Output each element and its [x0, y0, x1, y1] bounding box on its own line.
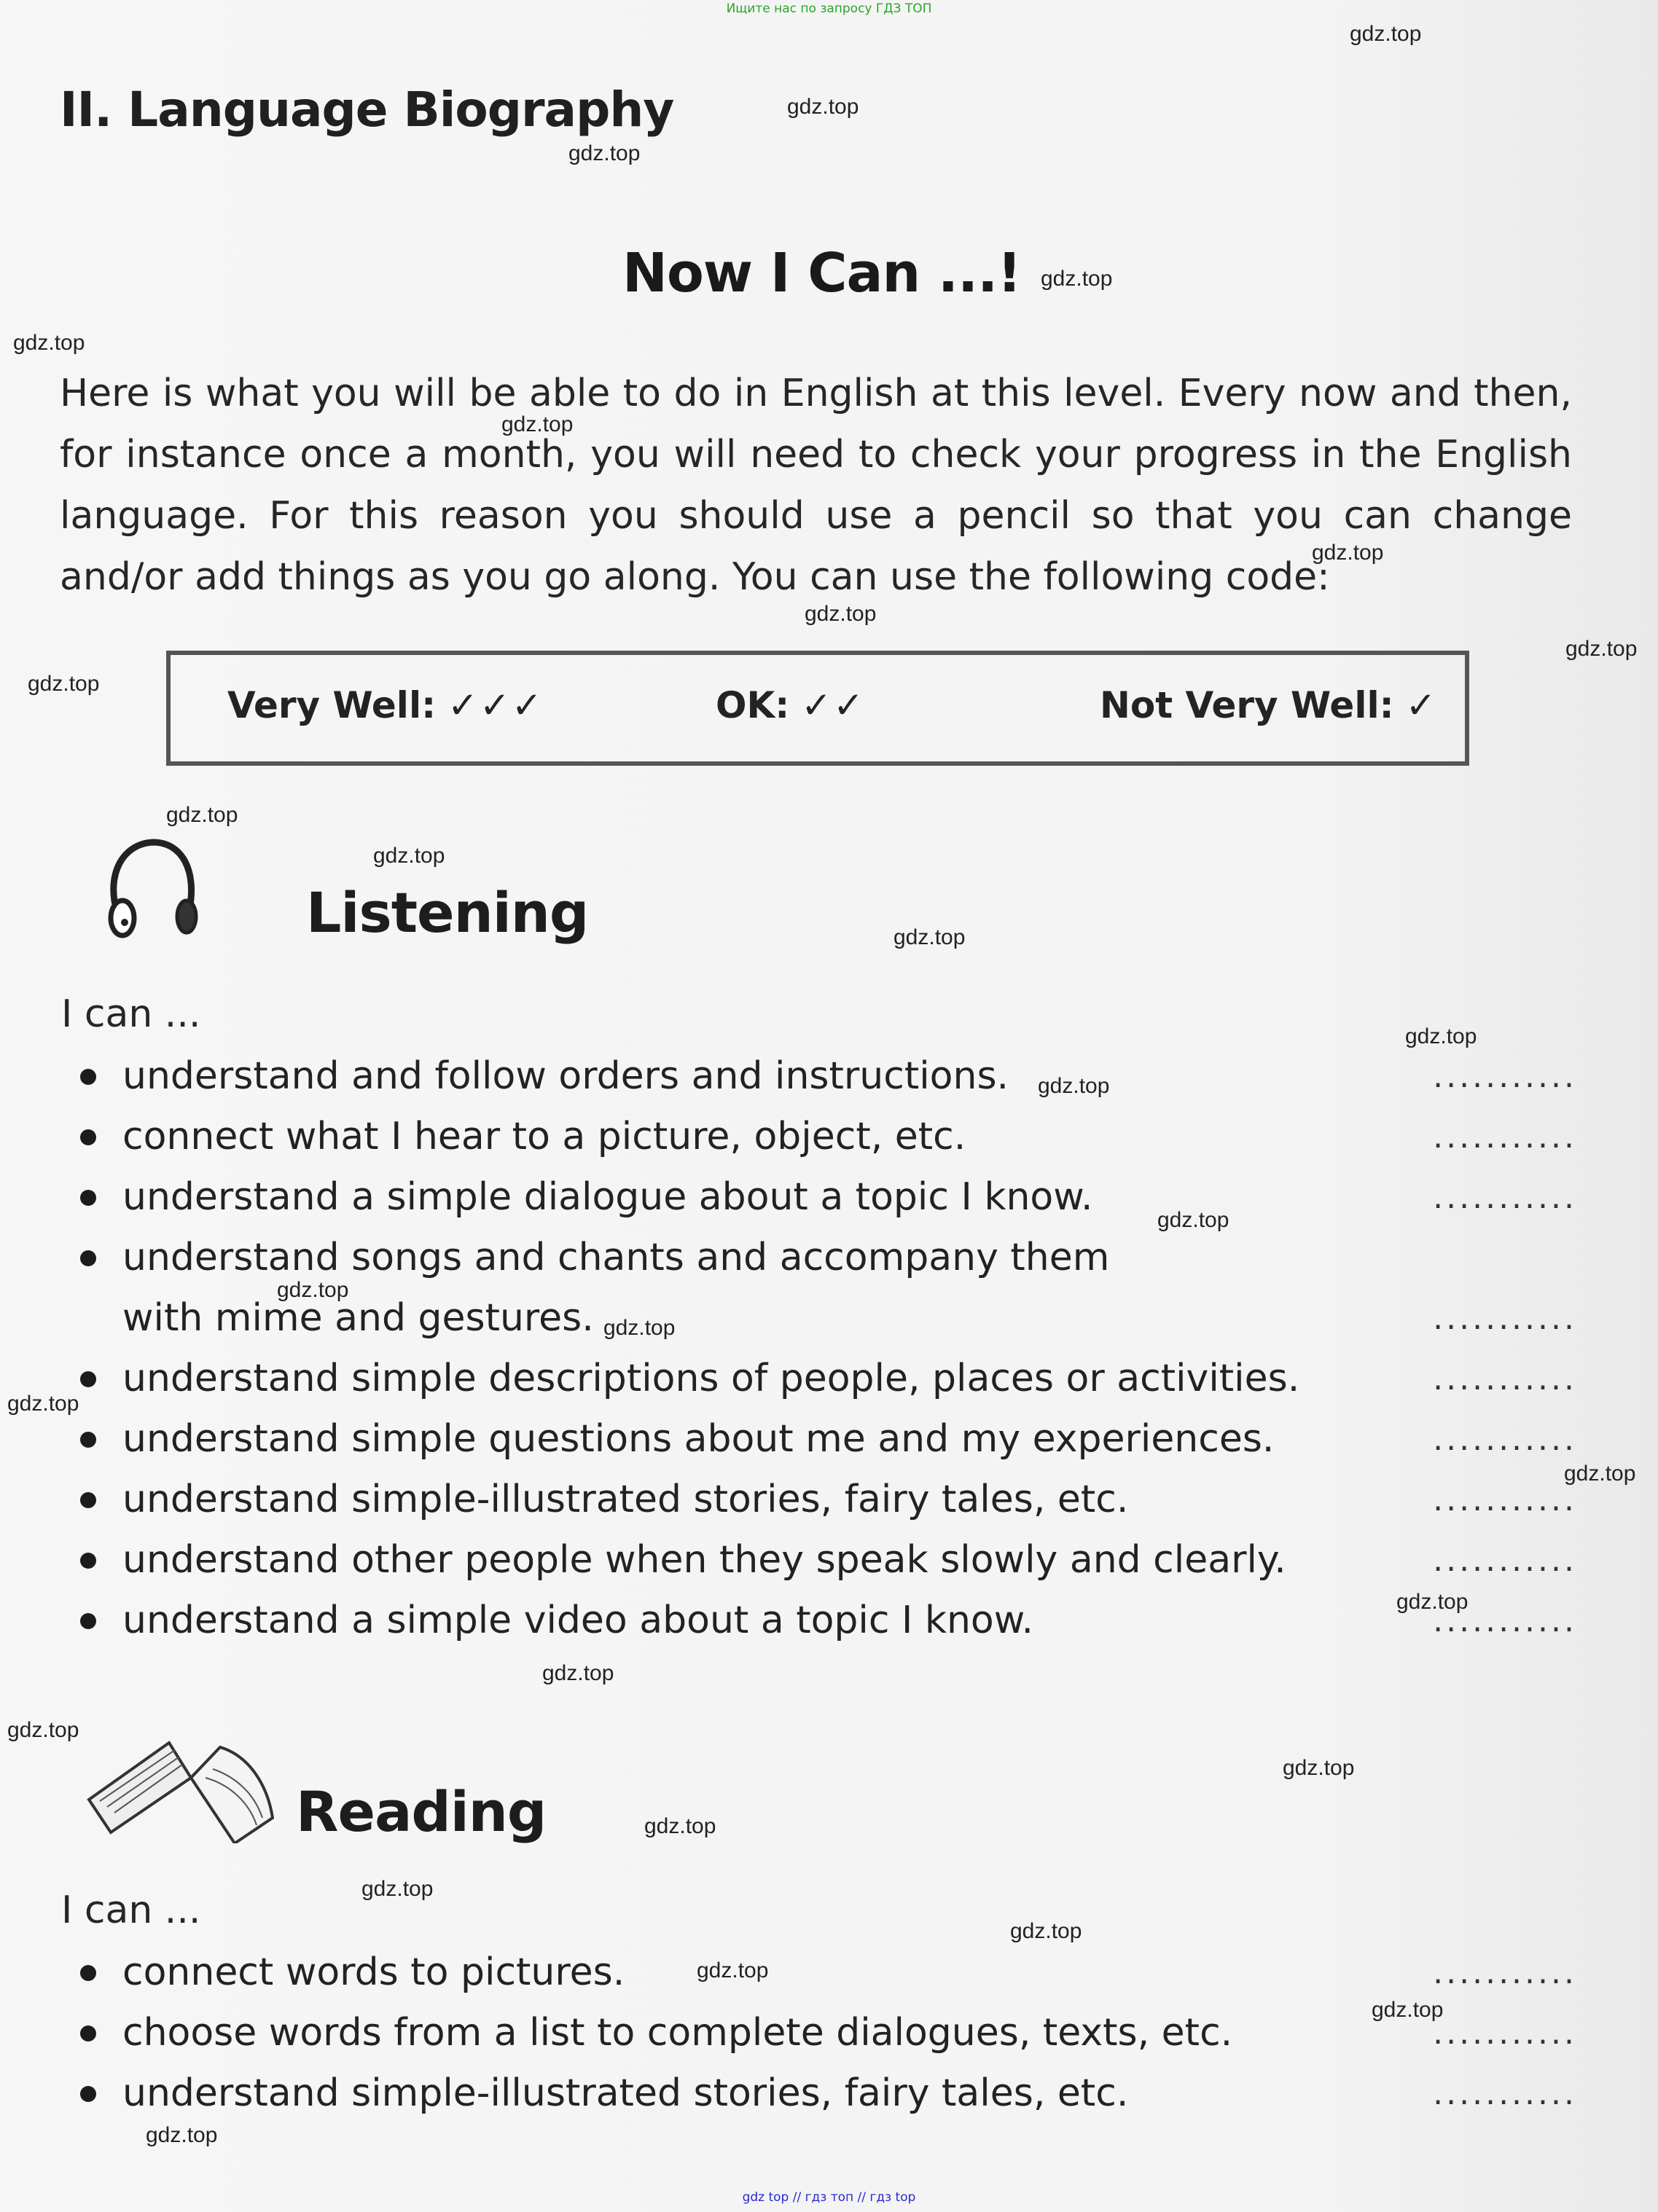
page-title: Now I Can ...!: [622, 242, 1021, 305]
list-item: [76, 1942, 1577, 2003]
bullet-icon: [80, 1250, 96, 1266]
rating-blank[interactable]: ...........: [1433, 1481, 1577, 1518]
list-item: [76, 1167, 1577, 1228]
watermark: gdz.top: [361, 1877, 434, 1901]
rating-blank[interactable]: ...........: [1433, 1058, 1577, 1095]
reading-title: Reading: [296, 1779, 547, 1844]
watermark: gdz.top: [28, 672, 100, 696]
code-label: Very Well:: [227, 684, 437, 726]
list-item: [76, 1107, 1577, 1167]
check-mark: ✓✓✓: [447, 684, 544, 726]
check-mark: ✓: [1405, 684, 1438, 726]
rating-blank[interactable]: ...........: [1433, 2015, 1577, 2052]
item-text: understand simple-illustrated stories, fairy tales, etc.: [122, 2071, 1129, 2115]
item-text: understand and follow orders and instructions.: [122, 1054, 1009, 1098]
bullet-icon: [80, 2025, 96, 2042]
watermark: gdz.top: [1565, 637, 1638, 661]
watermark: gdz.top: [568, 141, 641, 165]
list-item: [76, 1470, 1577, 1530]
bullet-icon: [80, 1613, 96, 1629]
rating-blank[interactable]: ...........: [1433, 1954, 1577, 1991]
rating-blank[interactable]: ...........: [1433, 1542, 1577, 1579]
item-text: understand simple descriptions of people, places or activities.: [122, 1357, 1300, 1400]
list-item: [76, 1409, 1577, 1470]
watermark: gdz.top: [542, 1661, 614, 1685]
watermark: gdz.top: [603, 1316, 676, 1340]
code-label: Not Very Well:: [1100, 684, 1394, 726]
code-key-box: [166, 651, 1469, 766]
item-text-continued: with mime and gestures.: [122, 1296, 594, 1340]
watermark: gdz.top: [373, 844, 445, 868]
bullet-icon: [80, 2086, 96, 2102]
item-text: understand simple-illustrated stories, fairy tales, etc.: [122, 1478, 1129, 1521]
item-text: understand a simple video about a topic I know.: [122, 1599, 1034, 1642]
open-book-icon: [82, 1734, 278, 1846]
code-ok: [716, 684, 865, 726]
reading-lead: I can ...: [61, 1889, 201, 1932]
watermark: gdz.top: [787, 95, 859, 119]
bullet-icon: [80, 1190, 96, 1206]
bullet-icon: [80, 1069, 96, 1085]
bullet-icon: [80, 1371, 96, 1387]
headphones-icon: [101, 831, 203, 946]
watermark: gdz.top: [501, 412, 574, 436]
watermark: gdz.top: [7, 1392, 79, 1416]
bullet-icon: [80, 1129, 96, 1145]
item-text: understand simple questions about me and my experiences.: [122, 1417, 1275, 1461]
watermark: gdz.top: [1041, 267, 1113, 291]
list-item: [76, 1349, 1577, 1409]
reading-list: [76, 1942, 1577, 2124]
watermark: gdz.top: [893, 925, 966, 949]
watermark: gdz.top: [1396, 1590, 1469, 1614]
bullet-icon: [80, 1553, 96, 1569]
watermark: gdz.top: [1157, 1208, 1229, 1232]
watermark: gdz.top: [1312, 541, 1384, 565]
watermark: gdz.top: [805, 602, 877, 626]
item-text: connect what I hear to a picture, object, etc.: [122, 1115, 966, 1158]
bottom-banner[interactable]: gdz top // гдз топ // гдз top: [742, 2190, 916, 2205]
rating-blank[interactable]: ...........: [1433, 1360, 1577, 1397]
rating-blank[interactable]: ...........: [1433, 1179, 1577, 1216]
section-heading: II. Language Biography: [60, 82, 674, 138]
rating-blank[interactable]: ...........: [1433, 1118, 1577, 1156]
list-item: [76, 2003, 1577, 2063]
list-item: [76, 1046, 1577, 1107]
watermark: gdz.top: [166, 803, 238, 827]
item-text: understand other people when they speak slowly and clearly.: [122, 1538, 1286, 1582]
bullet-icon: [80, 1965, 96, 1981]
listening-lead: I can ...: [61, 992, 201, 1036]
item-text: connect words to pictures.: [122, 1950, 625, 1994]
watermark: gdz.top: [1350, 22, 1422, 46]
watermark: gdz.top: [1038, 1074, 1110, 1098]
code-label: OK:: [716, 684, 790, 726]
item-text: understand songs and chants and accompany them: [122, 1236, 1110, 1279]
list-item: [76, 1530, 1577, 1591]
watermark: gdz.top: [644, 1814, 716, 1838]
code-very-well: [227, 684, 544, 726]
code-not-very-well: [1100, 684, 1438, 726]
top-banner[interactable]: Ищите нас по запросу ГДЗ ТОП: [726, 1, 932, 16]
item-text: choose words from a list to complete dialogues, texts, etc.: [122, 2011, 1233, 2055]
list-item: [76, 2063, 1577, 2124]
listening-title: Listening: [306, 880, 589, 945]
listening-list: [76, 1046, 1577, 1651]
watermark: gdz.top: [1283, 1756, 1355, 1780]
watermark: gdz.top: [146, 2123, 218, 2147]
rating-blank[interactable]: ...........: [1433, 1602, 1577, 1639]
list-item: [76, 1591, 1577, 1651]
watermark: gdz.top: [1564, 1462, 1636, 1486]
watermark: gdz.top: [1405, 1024, 1477, 1048]
watermark: gdz.top: [277, 1278, 349, 1302]
bullet-icon: [80, 1492, 96, 1508]
watermark: gdz.top: [7, 1718, 79, 1742]
check-mark: ✓✓: [801, 684, 866, 726]
watermark: gdz.top: [13, 331, 85, 355]
rating-blank[interactable]: ...........: [1433, 1421, 1577, 1458]
watermark: gdz.top: [697, 1958, 769, 1982]
watermark: gdz.top: [1010, 1919, 1082, 1943]
bullet-icon: [80, 1432, 96, 1448]
intro-paragraph: Here is what you will be able to do in English at this level. Every now and then, for instance once a month, you will need to check your progress in the English language. For this reason you should use a pencil so that you can change and/or add things as you go along. You can use the following code:: [60, 372, 1572, 599]
rating-blank[interactable]: ...........: [1433, 2075, 1577, 2112]
rating-blank[interactable]: ...........: [1433, 1300, 1577, 1337]
item-text: understand a simple dialogue about a topic I know.: [122, 1175, 1093, 1219]
watermark: gdz.top: [1372, 1998, 1444, 2022]
